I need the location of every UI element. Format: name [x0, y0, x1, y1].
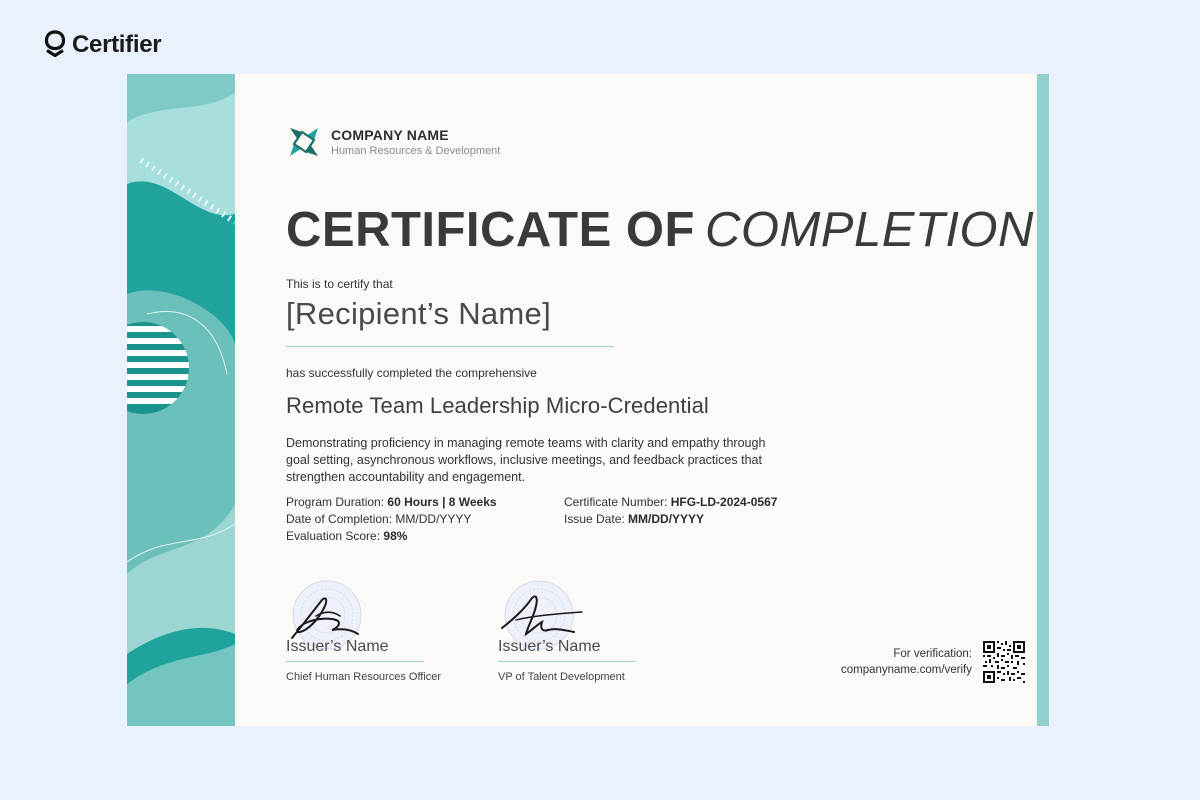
- details-right: [564, 494, 777, 528]
- program-name: Remote Team Leadership Micro-Credential: [286, 393, 709, 418]
- company-logo-icon: [286, 124, 322, 160]
- company-header: [286, 124, 500, 160]
- signer-name: Issuer’s Name: [286, 638, 389, 655]
- issue-date: Issue Date: MM/DD/YYYY: [564, 512, 705, 526]
- evaluation-score: Evaluation Score: 98%: [286, 529, 408, 543]
- certificate: [127, 74, 1049, 726]
- qr-code-icon[interactable]: [982, 640, 1026, 684]
- certify-intro: This is to certify that: [286, 277, 393, 291]
- brand-name: Certifier: [72, 31, 162, 58]
- details-left: [286, 494, 497, 545]
- title-main: CERTIFICATE OF: [286, 203, 695, 257]
- certifier-logo-icon: [44, 30, 66, 60]
- certifier-brand: [44, 30, 161, 60]
- company-department: Human Resources & Development: [331, 144, 501, 157]
- signer-title: VP of Talent Development: [498, 671, 625, 683]
- date-of-completion: Date of Completion: MM/DD/YYYY: [286, 512, 472, 526]
- signer-underline: [286, 661, 424, 662]
- program-description: Demonstrating proficiency in managing remote teams with clarity and empathy through goal setting, asynchronous workflows, inclusive meetings, and feedback practices that strengthen accountability and engagement.: [286, 436, 766, 484]
- company-name: COMPANY NAME: [331, 126, 449, 143]
- program-duration: Program Duration: 60 Hours | 8 Weeks: [286, 495, 497, 509]
- certificate-number: Certificate Number: HFG-LD-2024-0567: [564, 495, 778, 509]
- signer-title: Chief Human Resources Officer: [286, 671, 442, 683]
- certificate-title: [286, 200, 1034, 260]
- decorative-right-stripe: [1037, 74, 1049, 726]
- title-emphasis: COMPLETION: [704, 203, 1034, 257]
- completed-text: has successfully completed the comprehensive: [286, 366, 537, 380]
- recipient-underline: [286, 346, 614, 347]
- certificate-content: [286, 74, 1034, 726]
- verification-text: [841, 646, 972, 678]
- verification-block: [841, 640, 1026, 684]
- verification-label: For verification:: [893, 648, 972, 660]
- recipient-name: [Recipient’s Name]: [286, 296, 551, 331]
- decorative-wave-panel: [127, 74, 235, 726]
- verification-url[interactable]: companyname.com/verify: [840, 664, 972, 676]
- signer-name: Issuer’s Name: [498, 638, 601, 655]
- signer-underline: [498, 661, 636, 662]
